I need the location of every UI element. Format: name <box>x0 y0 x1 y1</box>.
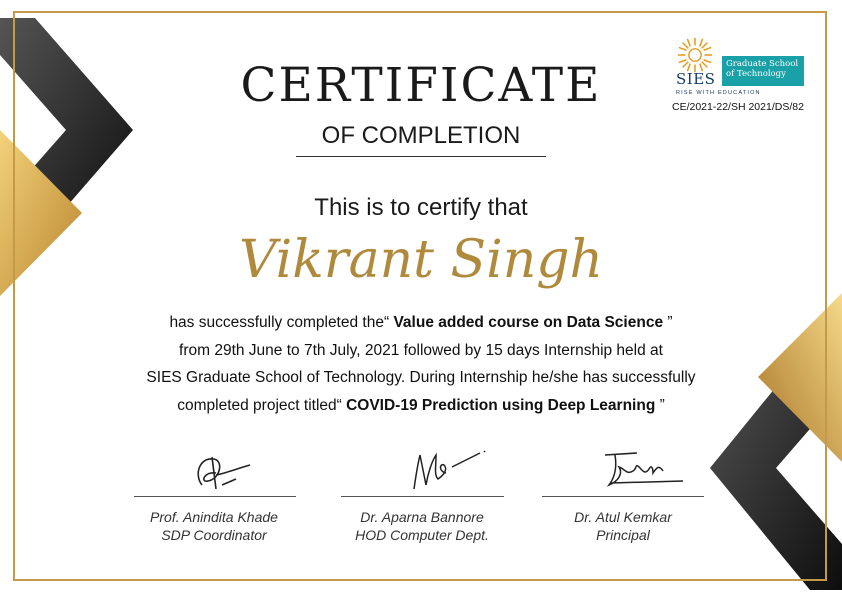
body-line-1 <box>0 309 842 337</box>
recipient-name: Vikrant Singh <box>238 230 604 290</box>
signatory-1-name: Prof. Anindita Khade <box>150 509 278 525</box>
handwritten-signature-3 <box>553 445 693 495</box>
course-name: Value added course on Data Science <box>393 314 664 331</box>
body-line-4-prefix: completed project titled“ <box>177 396 347 414</box>
signature-1-graphic <box>124 445 304 495</box>
handwritten-signature-1 <box>154 445 274 495</box>
body-line-1-suffix: ” <box>663 314 673 331</box>
certificate-number: CE/2021-22/SH 2021/DS/82 <box>672 101 804 113</box>
handwritten-signature-2 <box>352 445 492 495</box>
logo-school-name: Graduate School of Technology <box>722 56 804 86</box>
signature-2-graphic <box>332 445 512 495</box>
signatory-2-role: HOD Computer Dept. <box>355 527 489 543</box>
signatory-3-role: Principal <box>596 527 650 543</box>
logo-tagline: RISE WITH EDUCATION <box>676 90 761 96</box>
body-line-3: SIES Graduate School of Technology. During Internship he/she has successfully <box>146 369 696 386</box>
signature-line-3 <box>542 496 704 497</box>
signature-line-2 <box>341 496 504 497</box>
signatory-1-role: SDP Coordinator <box>161 527 267 543</box>
body-line-2: from 29th June to 7th July, 2021 followed by 15 days Internship held at <box>179 341 663 359</box>
certificate-title: CERTIFICATE <box>240 58 602 113</box>
signature-3-graphic <box>533 445 713 495</box>
signatory-2 <box>322 508 522 544</box>
body-line-1-prefix: has successfully completed the“ <box>169 314 394 331</box>
signatory-2-name: Dr. Aparna Bannore <box>360 509 484 525</box>
project-name: COVID-19 Prediction using Deep Learning <box>346 396 656 414</box>
certificate-subtitle: OF COMPLETION <box>321 122 521 149</box>
body-line-4-suffix: ” <box>655 396 665 414</box>
signatory-3-name: Dr. Atul Kemkar <box>574 509 672 525</box>
signatory-3 <box>523 508 723 544</box>
subtitle-underline <box>296 156 546 157</box>
signatory-1 <box>114 508 314 544</box>
logo-wordmark: SIES <box>676 70 716 88</box>
signature-line-1 <box>134 496 296 497</box>
body-line-4 <box>0 392 842 420</box>
certificate-body <box>0 309 842 419</box>
certify-text: This is to certify that <box>314 194 528 221</box>
